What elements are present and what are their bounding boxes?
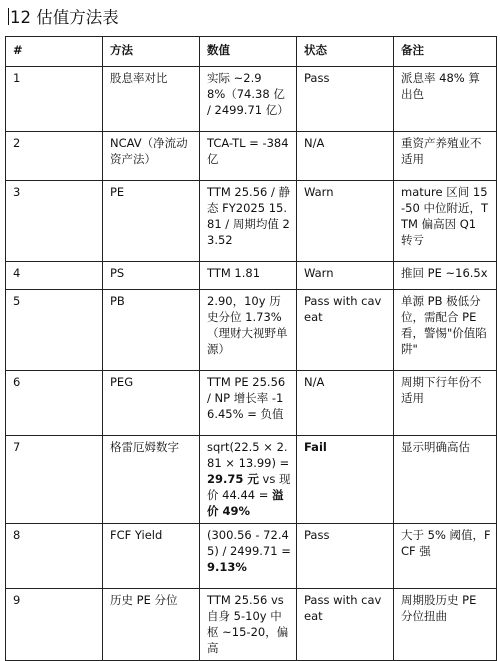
- value-emphasis: 9.13%: [207, 560, 247, 574]
- cell-number: 1: [6, 67, 103, 132]
- cell-status: Warn: [297, 262, 394, 290]
- cell-number: 4: [6, 262, 103, 290]
- table-row: [6, 589, 497, 661]
- header-number: #: [6, 37, 103, 67]
- cell-status: N/A: [297, 132, 394, 181]
- value-text: vs 现价 44.44 =: [207, 472, 291, 502]
- cell-note: 派息率 48% 算出色: [394, 67, 497, 132]
- text-cursor: [8, 8, 9, 25]
- cell-number: 2: [6, 132, 103, 181]
- document-title-text: 12 估值方法表: [10, 8, 119, 27]
- cell-number: 7: [6, 436, 103, 524]
- header-method: 方法: [103, 37, 200, 67]
- cell-status: Pass: [297, 67, 394, 132]
- value-text: sqrt(22.5 × 2.81 × 13.99) =: [207, 440, 290, 470]
- cell-note: 显示明确高估: [394, 436, 497, 524]
- cell-method: PB: [103, 290, 200, 371]
- cell-method: PS: [103, 262, 200, 290]
- cell-value: [200, 436, 297, 524]
- cell-method: 格雷厄姆数字: [103, 436, 200, 524]
- document-title: [8, 6, 119, 30]
- table-header-row: [6, 37, 497, 67]
- value-emphasis: 29.75 元: [207, 472, 259, 486]
- cell-value: TTM 25.56 / 静态 FY2025 15.81 / 周期均值 23.52: [200, 181, 297, 262]
- cell-status: Warn: [297, 181, 394, 262]
- cell-note: 单源 PB 极低分位，需配合 PE 看，警惕"价值陷阱": [394, 290, 497, 371]
- table-row: [6, 436, 497, 524]
- cell-method: PE: [103, 181, 200, 262]
- value-text: (300.56 - 72.45) / 2499.71 =: [207, 528, 291, 558]
- header-note: 备注: [394, 37, 497, 67]
- table-row: [6, 371, 497, 436]
- header-value: 数值: [200, 37, 297, 67]
- valuation-methods-table: [5, 36, 497, 661]
- table-row: [6, 132, 497, 181]
- cell-value: 2.90，10y 历史分位 1.73%（理财大视野单源）: [200, 290, 297, 371]
- cell-status: Pass with caveat: [297, 290, 394, 371]
- table-row: [6, 67, 497, 132]
- header-status: 状态: [297, 37, 394, 67]
- cell-status: N/A: [297, 371, 394, 436]
- table-row: [6, 524, 497, 589]
- cell-status: Fail: [297, 436, 394, 524]
- table-row: [6, 262, 497, 290]
- value-emphasis: 溢价 49%: [207, 488, 284, 518]
- cell-value: TTM PE 25.56 / NP 增长率 -16.45% = 负值: [200, 371, 297, 436]
- cell-method: 历史 PE 分位: [103, 589, 200, 661]
- cell-method: NCAV（净流动资产法）: [103, 132, 200, 181]
- cell-note: 推回 PE ~16.5x: [394, 262, 497, 290]
- cell-number: 6: [6, 371, 103, 436]
- cell-value: TCA-TL = -384 亿: [200, 132, 297, 181]
- cell-value: TTM 25.56 vs 自身 5-10y 中枢 ~15-20，偏高: [200, 589, 297, 661]
- table-row: [6, 181, 497, 262]
- cell-note: 大于 5% 阈值，FCF 强: [394, 524, 497, 589]
- cell-number: 9: [6, 589, 103, 661]
- cell-method: PEG: [103, 371, 200, 436]
- cell-number: 5: [6, 290, 103, 371]
- cell-value: [200, 524, 297, 589]
- cell-value: 实际 ~2.98%（74.38 亿 / 2499.71 亿）: [200, 67, 297, 132]
- cell-note: 周期下行年份不适用: [394, 371, 497, 436]
- cell-number: 3: [6, 181, 103, 262]
- cell-number: 8: [6, 524, 103, 589]
- cell-note: 重资产养殖业不适用: [394, 132, 497, 181]
- cell-method: FCF Yield: [103, 524, 200, 589]
- cell-method: 股息率对比: [103, 67, 200, 132]
- cell-note: 周期股历史 PE 分位扭曲: [394, 589, 497, 661]
- cell-status: Pass with caveat: [297, 589, 394, 661]
- cell-note: mature 区间 15-50 中位附近，TTM 偏高因 Q1 转亏: [394, 181, 497, 262]
- table-row: [6, 290, 497, 371]
- cell-status: Pass: [297, 524, 394, 589]
- cell-value: TTM 1.81: [200, 262, 297, 290]
